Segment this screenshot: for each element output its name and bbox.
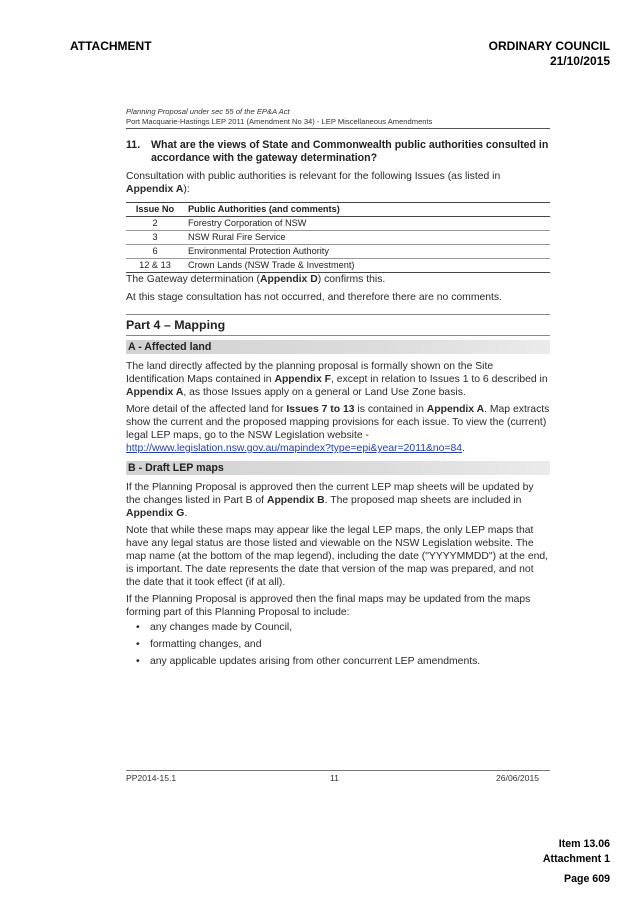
bullet-icon: •	[136, 656, 140, 667]
para-text: More detail of the affected land for	[126, 404, 287, 415]
table-row	[126, 245, 550, 259]
issue-no-cell: 2	[126, 217, 184, 231]
list-item-text: any applicable updates arising from other concurrent LEP amendments.	[150, 656, 481, 667]
para-text: . The proposed map sheets are included in	[324, 495, 522, 506]
col-header-issue-no: Issue No	[126, 203, 184, 217]
section-b-title: B - Draft LEP maps	[126, 461, 550, 475]
para-text: , as those Issues apply on a general or Land Use Zone basis.	[183, 387, 466, 398]
para-text: .	[184, 508, 188, 519]
list-item	[126, 638, 550, 655]
authority-cell: NSW Rural Fire Service	[184, 231, 550, 245]
appendix-f-ref: Appendix F	[274, 374, 332, 385]
doc-running-header	[126, 107, 550, 127]
part4-top-rule	[126, 314, 550, 315]
issues-7-13-ref: Issues 7 to 13	[286, 404, 355, 415]
para-text: , except in relation to Issues 1 to 6 described in	[331, 374, 548, 385]
consultation-intro	[126, 170, 550, 196]
section-a-para2	[126, 403, 550, 455]
doc-footer-ref: PP2014-15.1	[126, 773, 177, 783]
section-b-para2: Note that while these maps may appear like the legal LEP maps, the only LEP maps that have any legal status are those listed and viewable on the NSW Legislation website. The map name (at the bottom of the map legend), including the date ("YYYYMMDD") at the end, is important. The date represents the date that version of the map was prepared, and not the date that it took effect (if at all).	[126, 525, 549, 588]
appendix-a-ref: Appendix A	[126, 184, 184, 195]
footer-divider	[126, 770, 550, 771]
doc-header-line1: Planning Proposal under sec 55 of the EP&A Act	[126, 107, 290, 116]
attachment-number: Attachment 1	[542, 853, 610, 865]
table-row	[126, 231, 550, 245]
item-number: Item 13.06	[558, 838, 610, 850]
question-number: 11.	[126, 139, 141, 151]
gateway-text: The Gateway determination (	[126, 274, 260, 285]
list-item	[126, 655, 550, 672]
doc-header-line2: Port Macquarie-Hastings LEP 2011 (Amendment No 34) - LEP Miscellaneous Amendments	[126, 117, 433, 126]
doc-footer-page: 11	[330, 773, 339, 783]
issues-table	[126, 202, 550, 273]
table-row	[126, 217, 550, 231]
nsw-legislation-link[interactable]: http://www.legislation.nsw.gov.au/mapindex?type=epi&year=2011&no=84	[126, 443, 463, 454]
issue-no-cell: 3	[126, 231, 184, 245]
gateway-line	[126, 273, 550, 286]
section-a-title: A - Affected land	[126, 340, 550, 354]
page-header-right	[489, 39, 610, 69]
doc-footer-date: 26/06/2015	[496, 773, 540, 783]
agenda-page-number: Page 609	[564, 873, 610, 885]
table-row	[126, 259, 550, 273]
meeting-name: ORDINARY COUNCIL	[488, 39, 610, 53]
no-comments-text: At this stage consultation has not occurred, and therefore there are no comments.	[126, 292, 503, 303]
bullet-icon: •	[136, 639, 140, 650]
header-divider	[126, 128, 550, 129]
para-text: . Map extracts show the current and the proposed mapping provisions for each issue. To view the (current) legal LEP maps, go to the NSW Legislation website -	[126, 404, 550, 441]
list-item-text: formatting changes, and	[150, 639, 262, 650]
part4-title: Part 4 – Mapping	[126, 318, 226, 332]
appendix-d-ref: Appendix D	[260, 274, 318, 285]
list-item-text: any changes made by Council,	[150, 622, 293, 633]
update-list	[126, 621, 550, 672]
authority-cell: Crown Lands (NSW Trade & Investment)	[184, 259, 550, 273]
list-item	[126, 621, 550, 638]
section-b-para1	[126, 481, 550, 520]
appendix-g-ref: Appendix G	[126, 508, 185, 519]
para-text: If the Planning Proposal is approved then the current LEP map sheets will be updated by the changes listed in Part B of	[126, 482, 534, 506]
appendix-b-ref: Appendix B	[266, 495, 325, 506]
appendix-a-ref: Appendix A	[126, 387, 184, 398]
bullet-icon: •	[136, 622, 140, 633]
appendix-a-ref: Appendix A	[426, 404, 485, 415]
issue-no-cell: 12 & 13	[126, 259, 184, 273]
para-text: is contained in	[354, 404, 427, 415]
meeting-date: 21/10/2015	[549, 54, 610, 68]
col-header-authorities: Public Authorities (and comments)	[184, 203, 550, 217]
section-a-para1	[126, 360, 550, 399]
consultation-intro-text: Consultation with public authorities is relevant for the following Issues (as listed in	[126, 171, 501, 182]
issue-no-cell: 6	[126, 245, 184, 259]
page-header-left: ATTACHMENT	[70, 39, 152, 53]
consultation-intro-end: ):	[183, 184, 190, 195]
authority-cell: Environmental Protection Authority	[184, 245, 550, 259]
gateway-text-end: ) confirms this.	[317, 274, 386, 285]
authority-cell: Forestry Corporation of NSW	[184, 217, 550, 231]
para-text: .	[462, 443, 465, 454]
section-b-para3: If the Planning Proposal is approved then the final maps may be updated from the maps forming part of this Planning Proposal to include:	[126, 594, 531, 618]
para-text: The land directly affected by the planning proposal is formally shown on the Site Identification Maps contained in	[126, 361, 494, 385]
table-header-row	[126, 203, 550, 217]
part4-bottom-rule	[126, 335, 550, 336]
question-text: What are the views of State and Commonwealth public authorities consulted in accordance with the gateway determination?	[151, 139, 549, 164]
